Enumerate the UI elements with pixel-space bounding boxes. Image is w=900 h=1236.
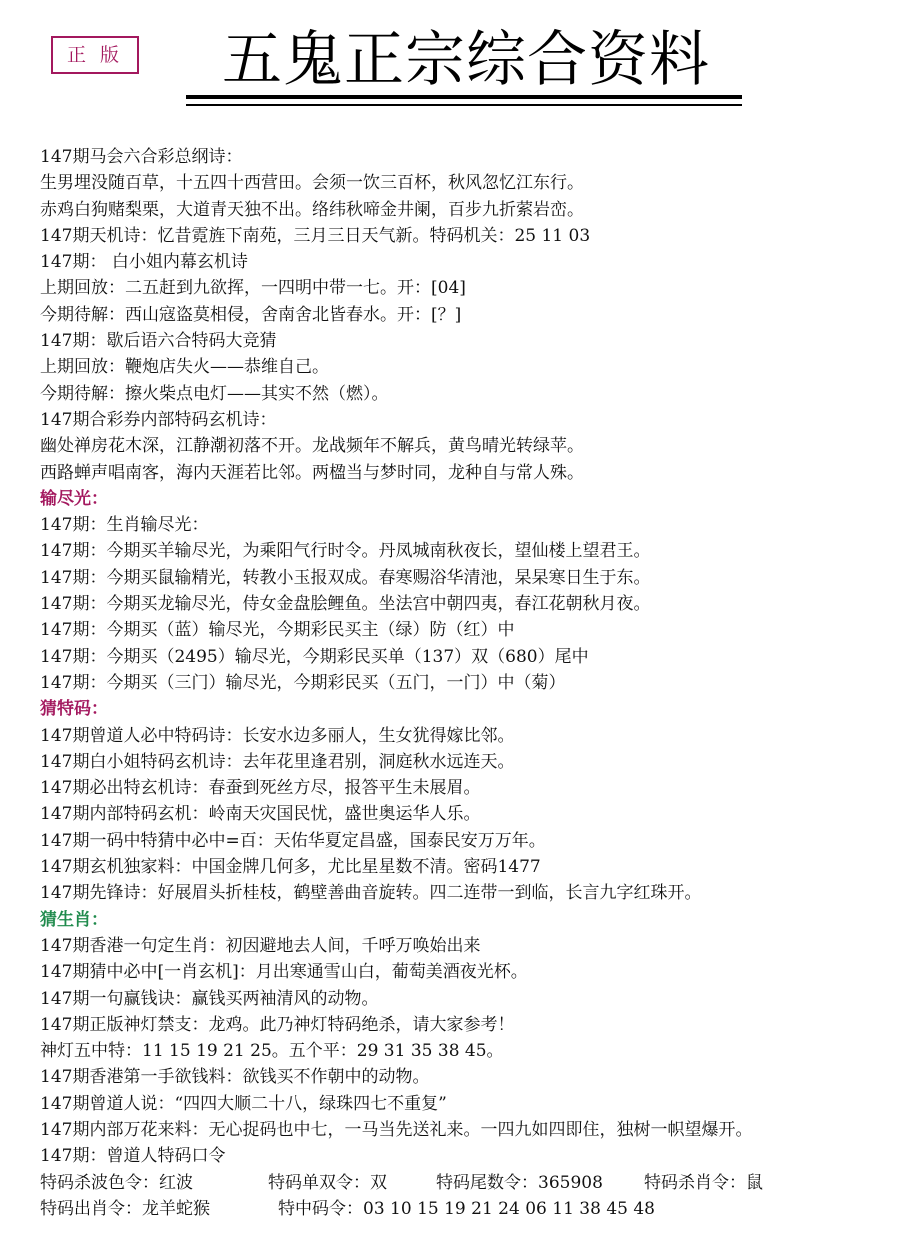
text-line: 上期回放：鞭炮店失火——恭维自己。 xyxy=(40,357,329,378)
text-line: 神灯五中特：11 15 19 21 25。五个平：29 31 35 38 45。 xyxy=(40,1041,504,1062)
kill-zodiac-command: 特码杀肖令：鼠 xyxy=(644,1172,763,1193)
text-line: 147期白小姐特码玄机诗：去年花里逢君别，洞庭秋水远连天。 xyxy=(40,751,515,772)
text-line: 147期：今期买龙输尽光，侍女金盘脍鲤鱼。坐法宫中朝四夷，春江花朝秋月夜。 xyxy=(40,594,651,615)
footer-row-2 xyxy=(40,1196,890,1222)
text-line: 147期马会六合彩总纲诗： xyxy=(40,147,243,167)
text-line: 147期猜中必中[一肖玄机]：月出寒通雪山白，葡萄美酒夜光杯。 xyxy=(40,962,528,983)
text-line: 147期香港一句定生肖：初因避地去人间，千呼万唤始出来 xyxy=(40,935,481,956)
text-line: 赤鸡白狗赌梨栗，大道青天独不出。络纬秋啼金井阑，百步九折萦岩峦。 xyxy=(40,199,584,220)
text-line: 幽处禅房花木深，江静潮初落不开。龙战频年不解兵，黄鸟晴光转绿苹。 xyxy=(40,436,584,457)
text-line: 今期待解：擦火柴点电灯——其实不然（燃）。 xyxy=(40,383,389,404)
text-line: 147期内部万花来料：无心捉码也中七，一马当先送礼来。一四九如四即住，独树一帜望爆开。 xyxy=(40,1119,753,1140)
text-line: 上期回放：二五赶到九欲挥，一四明中带一七。开：[04] xyxy=(40,278,466,299)
text-line: 今期待解：西山寇盗莫相侵，舍南舍北皆春水。开：[？] xyxy=(40,304,462,325)
text-line: 147期先锋诗：好展眉头折桂枝，鹤壁善曲音旋转。四二连带一到临，长言九字红珠开。 xyxy=(40,883,702,904)
text-line: 147期内部特码玄机：岭南天灾国民忧，盛世奥运华人乐。 xyxy=(40,804,481,825)
text-line: 147期天机诗：忆昔霓旌下南苑，三月三日天气新。特码机关：25 11 03 xyxy=(40,225,591,246)
text-line: 147期正版神灯禁支：龙鸡。此乃神灯特码绝杀，请大家参考！ xyxy=(40,1014,515,1035)
text-line: 147期曾道人必中特码诗：长安水边多丽人，生女犹得嫁比邻。 xyxy=(40,725,515,746)
tail-number-command: 特码尾数令：365908 xyxy=(436,1172,603,1193)
text-line: 生男埋没随百草，十五四十西营田。会须一饮三百杯，秋风忽忆江东行。 xyxy=(40,173,584,194)
odd-even-command: 特码单双令：双 xyxy=(268,1172,387,1193)
section-heading-lose-all: 输尽光： xyxy=(40,488,108,509)
text-line: 147期： 白小姐内幕玄机诗 xyxy=(40,252,248,273)
text-line: 147期必出特玄机诗：春蚕到死丝方尽，报答平生未展眉。 xyxy=(40,778,481,799)
kill-color-command: 特码杀波色令：红波 xyxy=(40,1172,193,1193)
title-underline-thin xyxy=(186,104,742,106)
text-line: 147期：生肖输尽光： xyxy=(40,515,209,536)
text-line: 147期：曾道人特码口令 xyxy=(40,1146,226,1167)
text-line: 147期：今期买鼠输精光，转教小玉报双成。春寒赐浴华清池，杲杲寒日生于东。 xyxy=(40,567,651,588)
text-line: 147期香港第一手欲钱料：欲钱买不作朝中的动物。 xyxy=(40,1067,430,1088)
text-line: 147期合彩券内部特码玄机诗： xyxy=(40,409,277,430)
text-line: 147期：歇后语六合特码大竞猜 xyxy=(40,331,277,352)
title-underline-thick xyxy=(186,95,742,99)
special-number-command: 特中码令：03 10 15 19 21 24 06 11 38 45 48 xyxy=(278,1198,655,1219)
text-line: 147期：今期买（三门）输尽光，今期彩民买（五门，一门）中（菊） xyxy=(40,672,566,693)
section-heading-guess-special-number: 猜特码： xyxy=(40,699,108,720)
official-version-badge: 正 版 xyxy=(51,36,139,74)
text-line: 147期一句赢钱诀：赢钱买两袖清风的动物。 xyxy=(40,988,379,1009)
zodiac-out-command: 特码出肖令：龙羊蛇猴 xyxy=(40,1198,210,1219)
text-line: 147期玄机独家料：中国金牌几何多，尤比星星数不清。密码1477 xyxy=(40,857,541,878)
text-line: 147期：今期买羊输尽光，为乘阳气行时令。丹凤城南秋夜长，望仙楼上望君王。 xyxy=(40,541,651,562)
text-line: 147期一码中特猜中必中=百：天佑华夏定昌盛，国泰民安万万年。 xyxy=(40,830,546,851)
section-heading-guess-zodiac: 猜生肖： xyxy=(40,909,108,930)
text-line: 147期：今期买（2495）输尽光，今期彩民买单（137）双（680）尾中 xyxy=(40,646,589,667)
document-body xyxy=(40,144,890,1222)
page-title: 五鬼正宗综合资料 xyxy=(222,25,710,95)
footer-row-1 xyxy=(40,1170,890,1196)
text-line: 西路蝉声唱南客，海内天涯若比邻。两楹当与梦时同，龙种自与常人殊。 xyxy=(40,462,584,483)
text-line: 147期：今期买（蓝）输尽光，今期彩民买主（绿）防（红）中 xyxy=(40,620,515,641)
text-line: 147期曾道人说：“四四大顺二十八，绿珠四七不重复” xyxy=(40,1093,447,1114)
